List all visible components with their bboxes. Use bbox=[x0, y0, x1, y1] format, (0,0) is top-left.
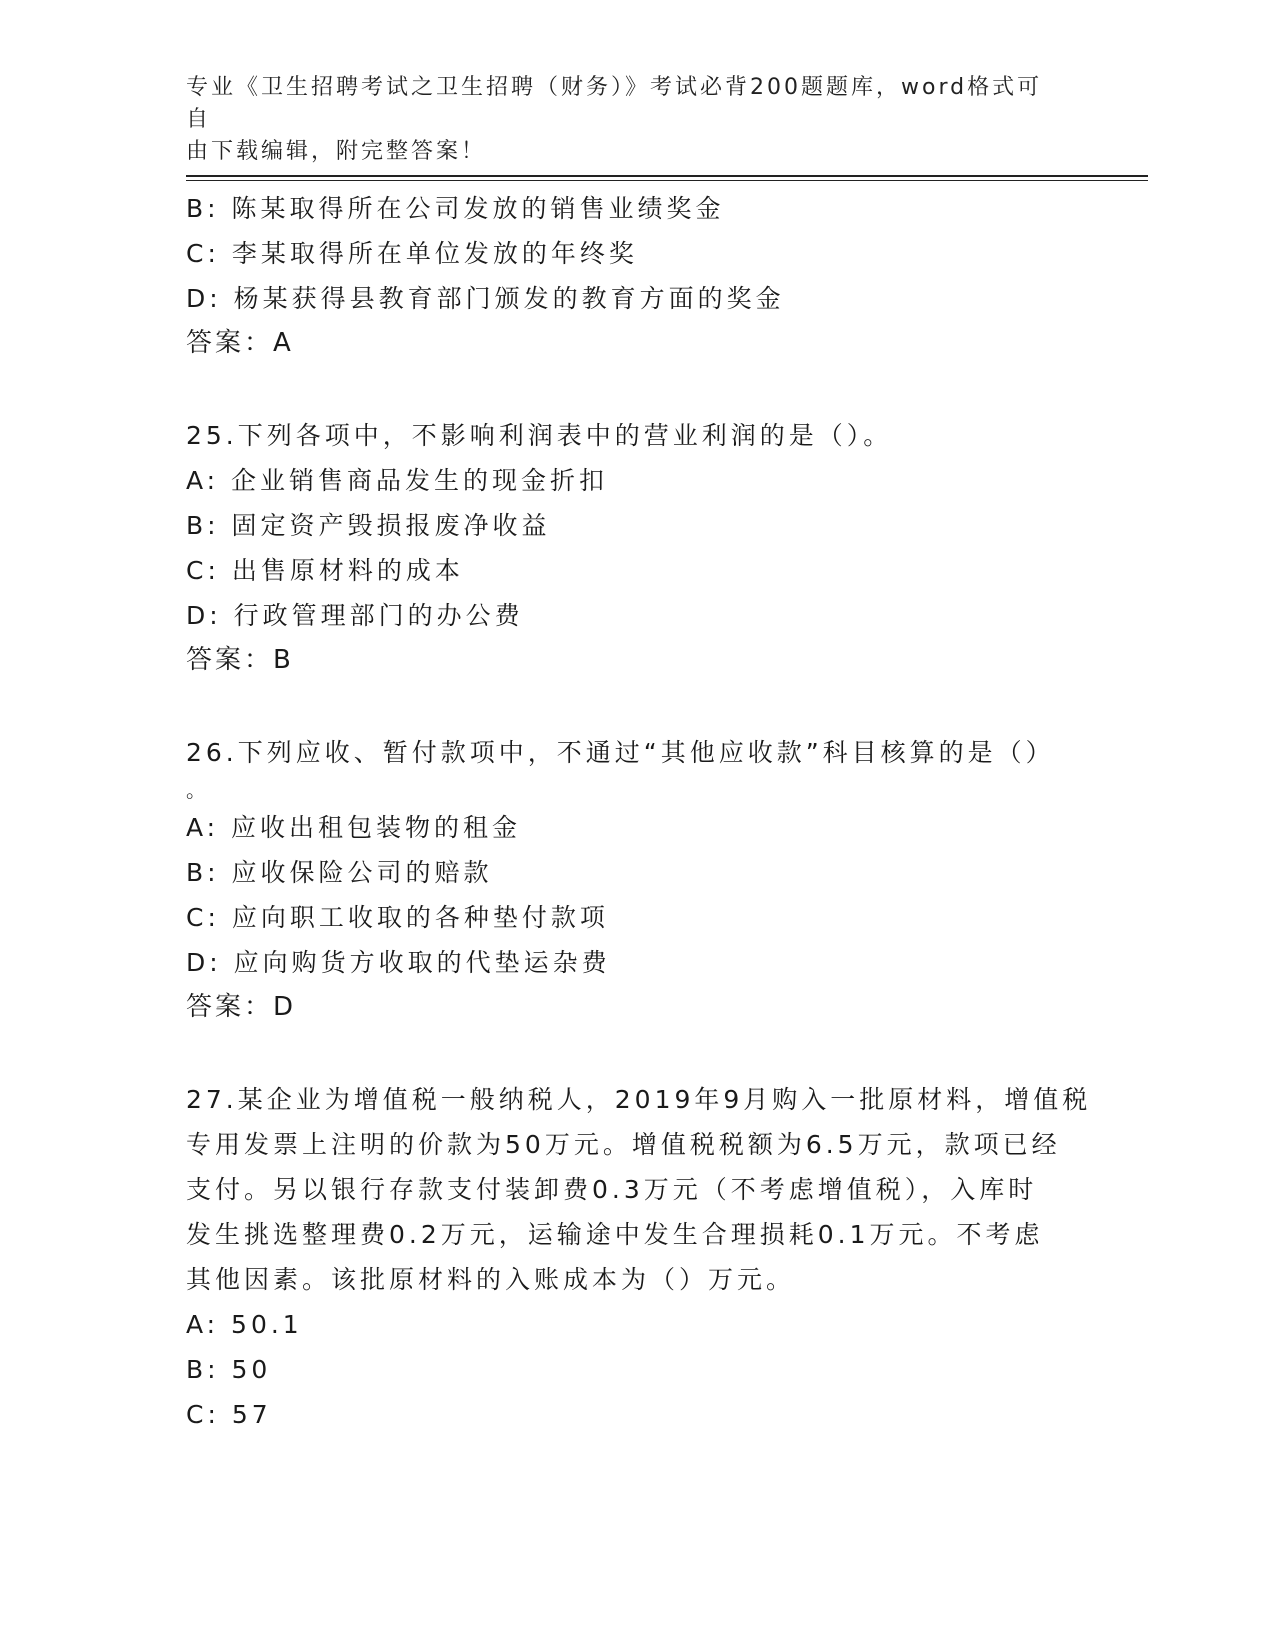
option-a: A: 企业销售商品发生的现金折扣 bbox=[186, 466, 609, 495]
option-d: D: 行政管理部门的办公费 bbox=[186, 601, 524, 630]
option-c: C: 57 bbox=[186, 1400, 272, 1429]
header-line-2: 由下载编辑，附完整答案！ bbox=[186, 139, 487, 164]
answer-label: 答案：A bbox=[186, 328, 294, 358]
question-stem-line: 支付。另以银行存款支付装卸费0.3万元（不考虑增值税），入库时 bbox=[186, 1175, 1038, 1204]
question-24 bbox=[186, 186, 1086, 366]
option-c: C: 出售原材料的成本 bbox=[186, 556, 464, 585]
question-stem-line: 专用发票上注明的价款为50万元。增值税税额为6.5万元，款项已经 bbox=[186, 1130, 1061, 1159]
answer-label: 答案：B bbox=[186, 645, 294, 675]
option-c: C: 应向职工收取的各种垫付款项 bbox=[186, 903, 609, 932]
question-stem-line: 发生挑选整理费0.2万元，运输途中发生合理损耗0.1万元。不考虑 bbox=[186, 1220, 1044, 1249]
question-stem-continued: 。 bbox=[186, 778, 210, 802]
question-26 bbox=[186, 730, 1086, 1030]
option-c: C: 李某取得所在单位发放的年终奖 bbox=[186, 239, 638, 268]
question-stem: 25.下列各项中，不影响利润表中的营业利润的是（）。 bbox=[186, 421, 893, 450]
answer-label: 答案：D bbox=[186, 992, 297, 1022]
question-stem-line: 27.某企业为增值税一般纳税人，2019年9月购入一批原材料，增值税 bbox=[186, 1085, 1092, 1114]
option-b: B: 陈某取得所在公司发放的销售业绩奖金 bbox=[186, 194, 725, 223]
question-25 bbox=[186, 413, 1086, 683]
option-a: A: 50.1 bbox=[186, 1310, 303, 1339]
option-b: B: 应收保险公司的赔款 bbox=[186, 858, 493, 887]
option-a: A: 应收出租包装物的租金 bbox=[186, 813, 522, 842]
header-divider-thick bbox=[186, 175, 1148, 177]
option-d: D: 杨某获得县教育部门颁发的教育方面的奖金 bbox=[186, 284, 785, 313]
question-stem-line: 其他因素。该批原材料的入账成本为（）万元。 bbox=[186, 1265, 796, 1294]
option-b: B: 固定资产毁损报废净收益 bbox=[186, 511, 551, 540]
option-d: D: 应向购货方收取的代垫运杂费 bbox=[186, 948, 611, 977]
header-line-1: 专业《卫生招聘考试之卫生招聘（财务）》考试必背200题题库，word格式可自 bbox=[186, 75, 1043, 132]
option-b: B: 50 bbox=[186, 1355, 272, 1384]
question-27 bbox=[186, 1077, 1092, 1437]
document-header bbox=[186, 72, 1066, 168]
question-content bbox=[186, 186, 1092, 1437]
question-stem: 26.下列应收、暂付款项中，不通过“其他应收款”科目核算的是（） bbox=[186, 738, 1055, 767]
header-divider-thin bbox=[186, 180, 1148, 181]
